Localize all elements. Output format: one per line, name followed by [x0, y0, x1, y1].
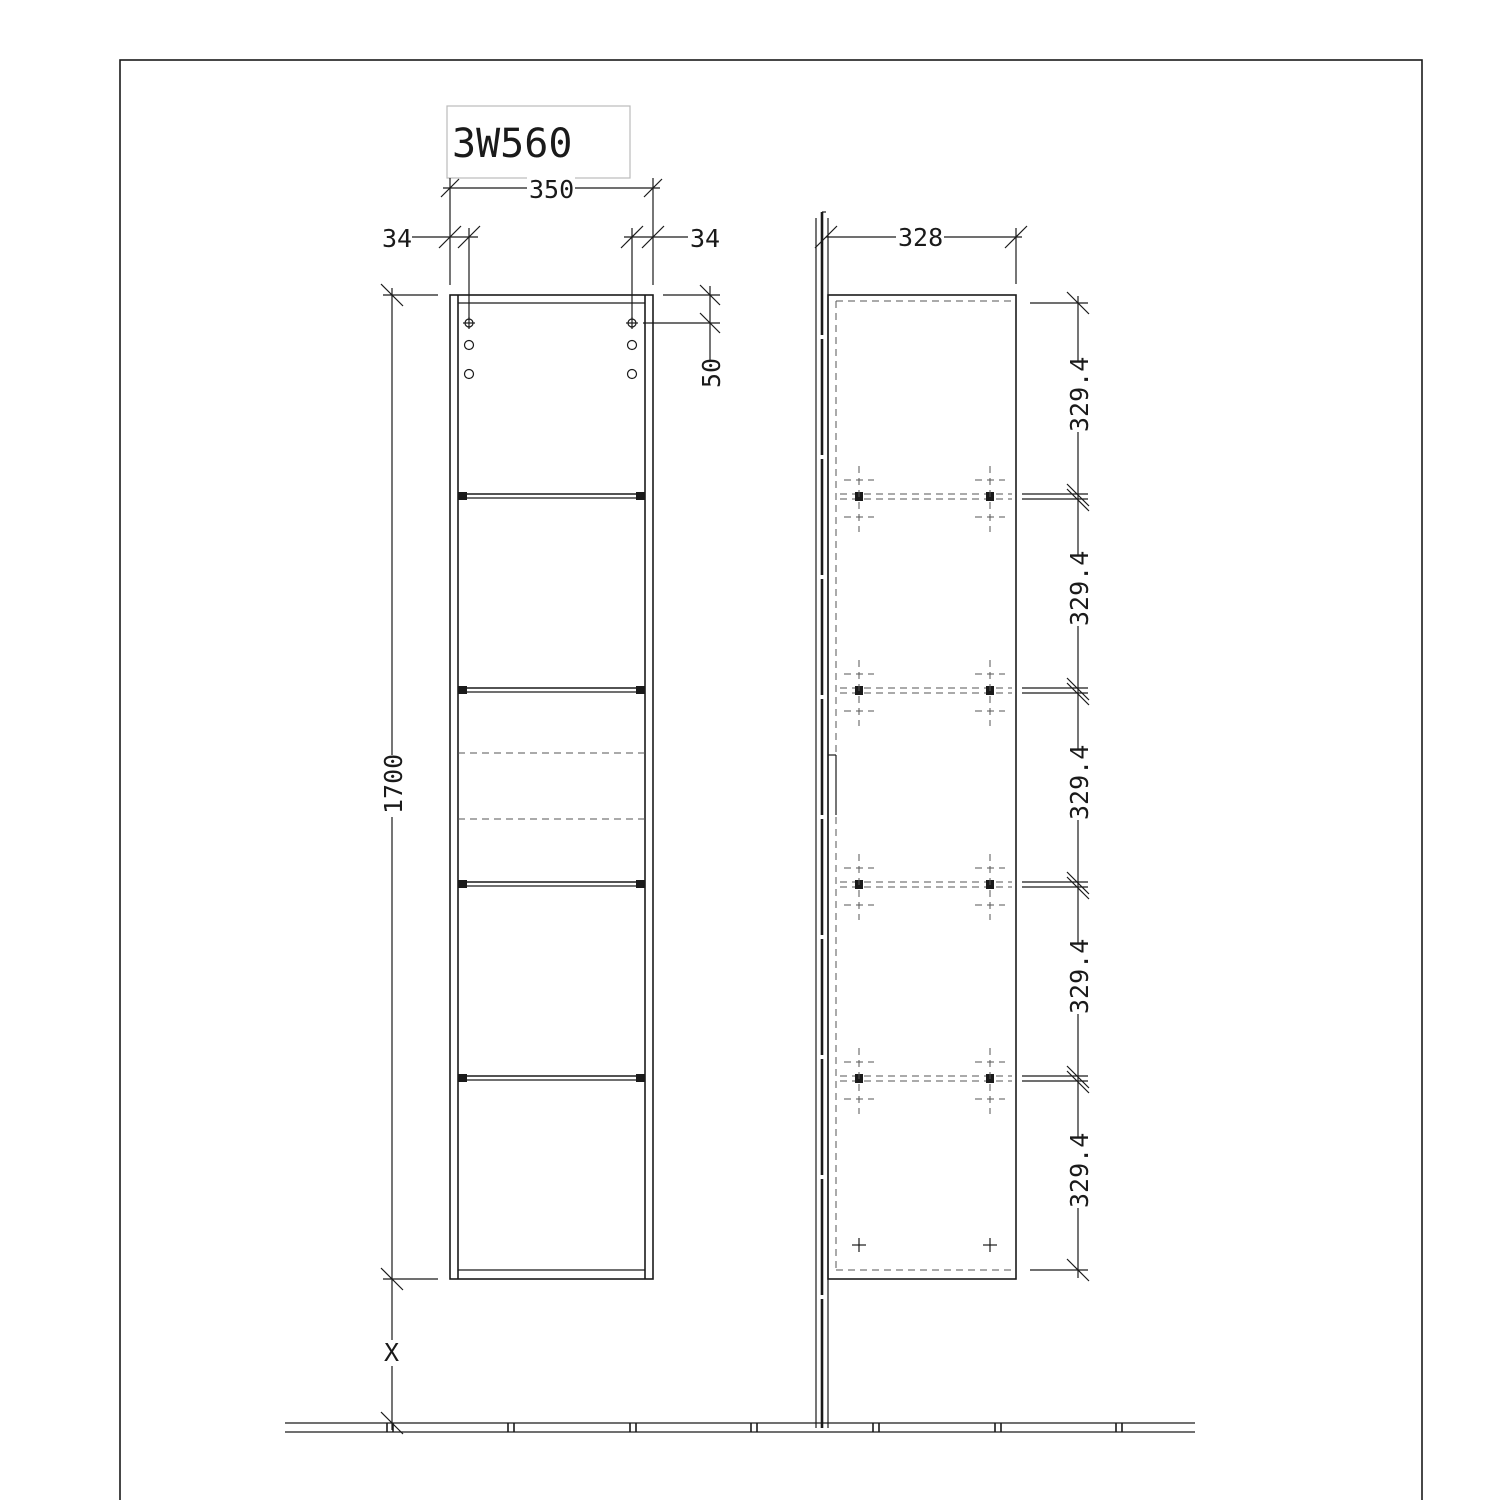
front-view	[378, 174, 726, 1434]
shelf	[458, 686, 645, 694]
shelf-spacing-value: 329.4	[1065, 1132, 1094, 1208]
cabinet-side	[828, 295, 1016, 1279]
floor-clearance-value: X	[384, 1338, 400, 1367]
shelf-spacing-dimension	[1022, 292, 1094, 1281]
shelf	[458, 1074, 645, 1082]
shelf-side	[840, 660, 1012, 726]
side-view	[815, 212, 1094, 1428]
hole-offset-dimension	[643, 285, 726, 388]
width-dimension	[441, 174, 662, 285]
side-panel-dimension-left	[382, 224, 480, 320]
depth-value: 328	[898, 223, 944, 252]
height-dimension	[378, 284, 438, 1434]
width-value: 350	[529, 175, 575, 204]
shelf-spacing-value: 329.4	[1065, 744, 1094, 820]
shelf	[458, 880, 645, 888]
side-panel-dimension-right	[621, 224, 720, 320]
shelf-spacing-value: 329.4	[1065, 938, 1094, 1014]
shelf-side	[840, 854, 1012, 920]
cabinet-outer	[450, 295, 653, 1279]
hole-offset-value: 50	[697, 357, 726, 388]
side-panel-right-value: 34	[690, 224, 721, 253]
wall	[816, 212, 828, 1428]
side-panel-left-value: 34	[382, 224, 413, 253]
model-code-label: 3W560	[452, 121, 573, 167]
depth-dimension	[815, 222, 1027, 284]
shelf-spacing-value: 329.4	[1065, 356, 1094, 432]
height-value: 1700	[379, 753, 408, 814]
floor	[285, 1423, 1195, 1432]
shelf	[458, 492, 645, 500]
shelf-spacing-value: 329.4	[1065, 550, 1094, 626]
bottom-markers	[852, 1238, 997, 1252]
shelf-side	[840, 1048, 1012, 1114]
shelf-side	[840, 466, 1012, 532]
sheet-frame	[120, 60, 1422, 1500]
mounting-holes	[463, 317, 638, 379]
